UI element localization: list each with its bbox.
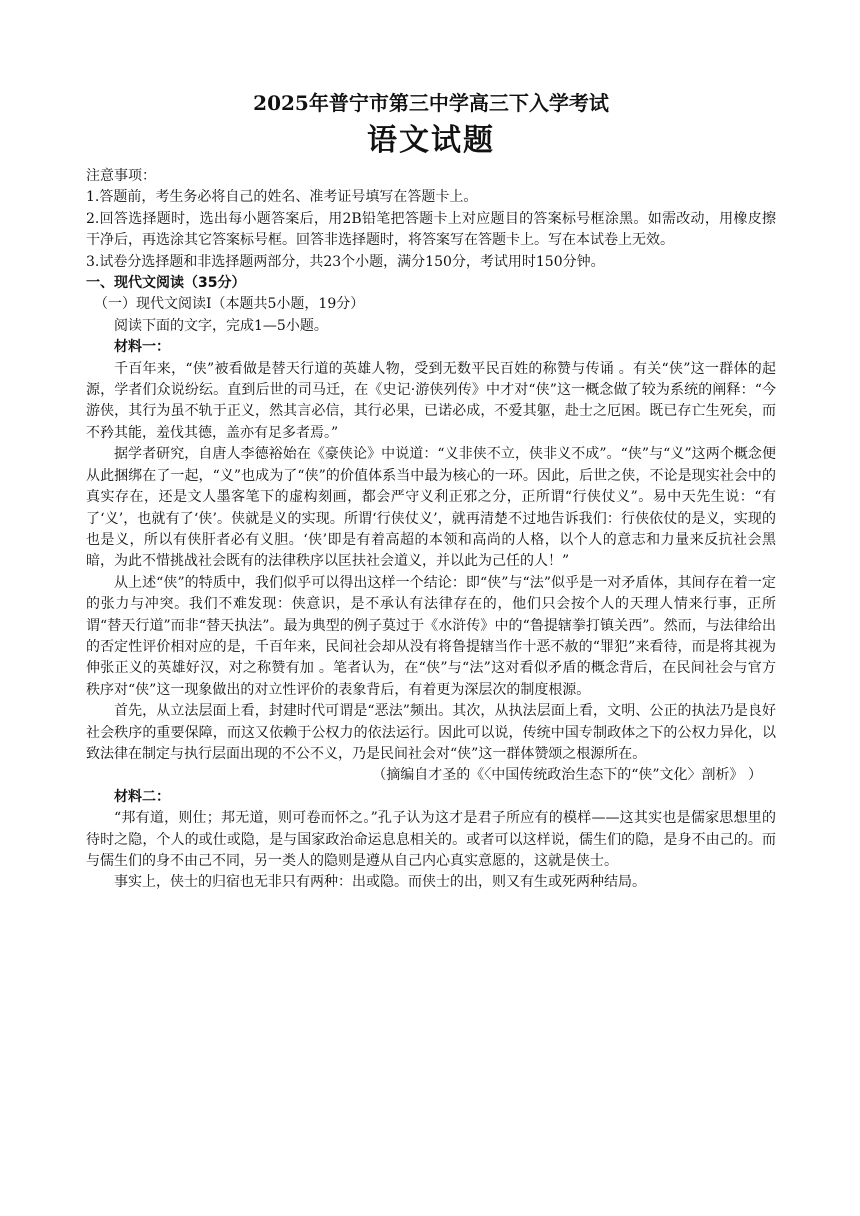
material-two-paragraph-1: “邦有道，则仕；邦无道，则可卷而怀之。”孔子认为这才是君子所应有的模样——这其实也是儒家思想里的待时之隐，个人的或仕或隐，是与国家政治命运息息相关的。或者可以这样说，儒生们的隐，是身不由己的。而与儒生们的身不由己不同，另一类人的隐则是遵从自己内心真实意愿的，这就是侠士。 bbox=[86, 810, 776, 869]
subject-title: 语文试题 bbox=[367, 123, 495, 158]
material-one-source: （摘编自才圣的《〈中国传统政治生态下的“侠”文化〉剖析》 ） bbox=[372, 767, 762, 784]
notice-item-3: 3.试卷分选择题和非选择题两部分，共23个小题，满分150分，考试用时150分钟。 bbox=[86, 253, 605, 270]
material-two-paragraph-2: 事实上，侠士的归宿也无非只有两种：出或隐。而侠士的出，则又有生或死两种结局。 bbox=[114, 874, 646, 891]
material-two-heading: 材料二： bbox=[114, 788, 170, 805]
notice-item-2: 2.回答选择题时，选出每小题答案后，用2B铅笔把答题卡上对应题目的答案标号框涂黑。如需改动，用橡皮擦干净后，再选涂其它答案标号框。回答非选择题时，将答案写在答题卡上。写在本试卷上无效。 bbox=[86, 210, 776, 249]
material-one-paragraph-4: 首先，从立法层面上看，封建时代可谓是“恶法”频出。其次，从执法层面上看，文明、公正的执法乃是良好社会秩序的重要保障，而这又依赖于公权力的依法运行。因此可以说，传统中国专制政体之下的公权力异化，以致法律在制定与执行层面出现的不公不义，乃是民间社会对“侠”这一群体赞颂之根源所在。 bbox=[86, 703, 776, 762]
subsection-heading: （一）现代文阅读Ⅰ（本题共5小题，19分） bbox=[94, 296, 365, 313]
material-one-paragraph-3: 从上述“侠”的特质中，我们似乎可以得出这样一个结论：即“侠”与“法”似乎是一对矛盾体，其间存在着一定的张力与冲突。我们不难发现：侠意识，是不承认有法律存在的，他们只会按个人的天理人情来行事，正所谓“替天行道”而非“替天执法”。最为典型的例子莫过于《水浒传》中的“鲁提辖拳打镇关西”。然而，与法律给出的否定性评价相对应的是，千百年来，民间社会却从没有将鲁提辖当作十恶不赦的“罪犯”来看待，而是将其视为伸张正义的英雄好汉，对之称赞有加 。笔者认为，在“侠”与“法”这对看似矛盾的概念背后，在民间社会与官方秩序对“侠”这一现象做出的对立性评价的表象背后，有着更为深层次的制度根源。 bbox=[86, 574, 776, 698]
material-one-heading: 材料一： bbox=[114, 339, 170, 356]
reading-instruction: 阅读下面的文字，完成1—5小题。 bbox=[114, 317, 328, 334]
notice-block bbox=[86, 166, 776, 273]
notice-heading: 注意事项： bbox=[86, 168, 156, 184]
section-heading: 一、现代文阅读（35分） bbox=[86, 275, 246, 292]
material-one bbox=[86, 337, 776, 787]
material-one-paragraph-2: 据学者研究，自唐人李德裕始在《豪侠论》中说道：“义非侠不立，侠非义不成”。“侠”与“义”这两个概念便从此捆绑在了一起，“义”也成为了“侠”的价值体系当中最为核心的一环。因此，后世之侠，不论是现实社会中的真实存在，还是文人墨客笔下的虚构刻画，都会严守义利正邪之分，正所谓“行侠仗义”。易中天先生说：“有了‘义’，也就有了‘侠’。侠就是义的实现。所谓‘行侠仗义’，就再清楚不过地告诉我们：行侠依仗的是义，实现的也是义，所以有侠肝者必有义胆。‘侠’即是有着高超的本领和高尚的人格，以个人的意志和力量来反抗社会黑暗，为此不惜挑战社会既有的法律秩序以匡扶社会道义，并以此为己任的人！” bbox=[86, 446, 776, 570]
material-two bbox=[86, 787, 776, 894]
exam-page bbox=[86, 88, 776, 894]
material-one-paragraph-1: 千百年来，“侠”被看做是替天行道的英雄人物，受到无数平民百姓的称赞与传诵 。有关“侠”这一群体的起源，学者们众说纷纭。直到后世的司马迁，在《史记·游侠列传》中才对“侠”这一概念做了较为系统的阐释：“今游侠，其行为虽不轨于正义，然其言必信，其行必果，已诺必成，不爱其躯，赴士之厄困。既已存亡生死矣，而不矜其能，羞伐其德，盖亦有足多者焉。” bbox=[86, 360, 776, 441]
exam-title: 2025年普宁市第三中学高三下入学考试 bbox=[253, 91, 609, 115]
notice-item-1: 1.答题前，考生务必将自己的姓名、准考证号填写在答题卡上。 bbox=[86, 189, 478, 206]
